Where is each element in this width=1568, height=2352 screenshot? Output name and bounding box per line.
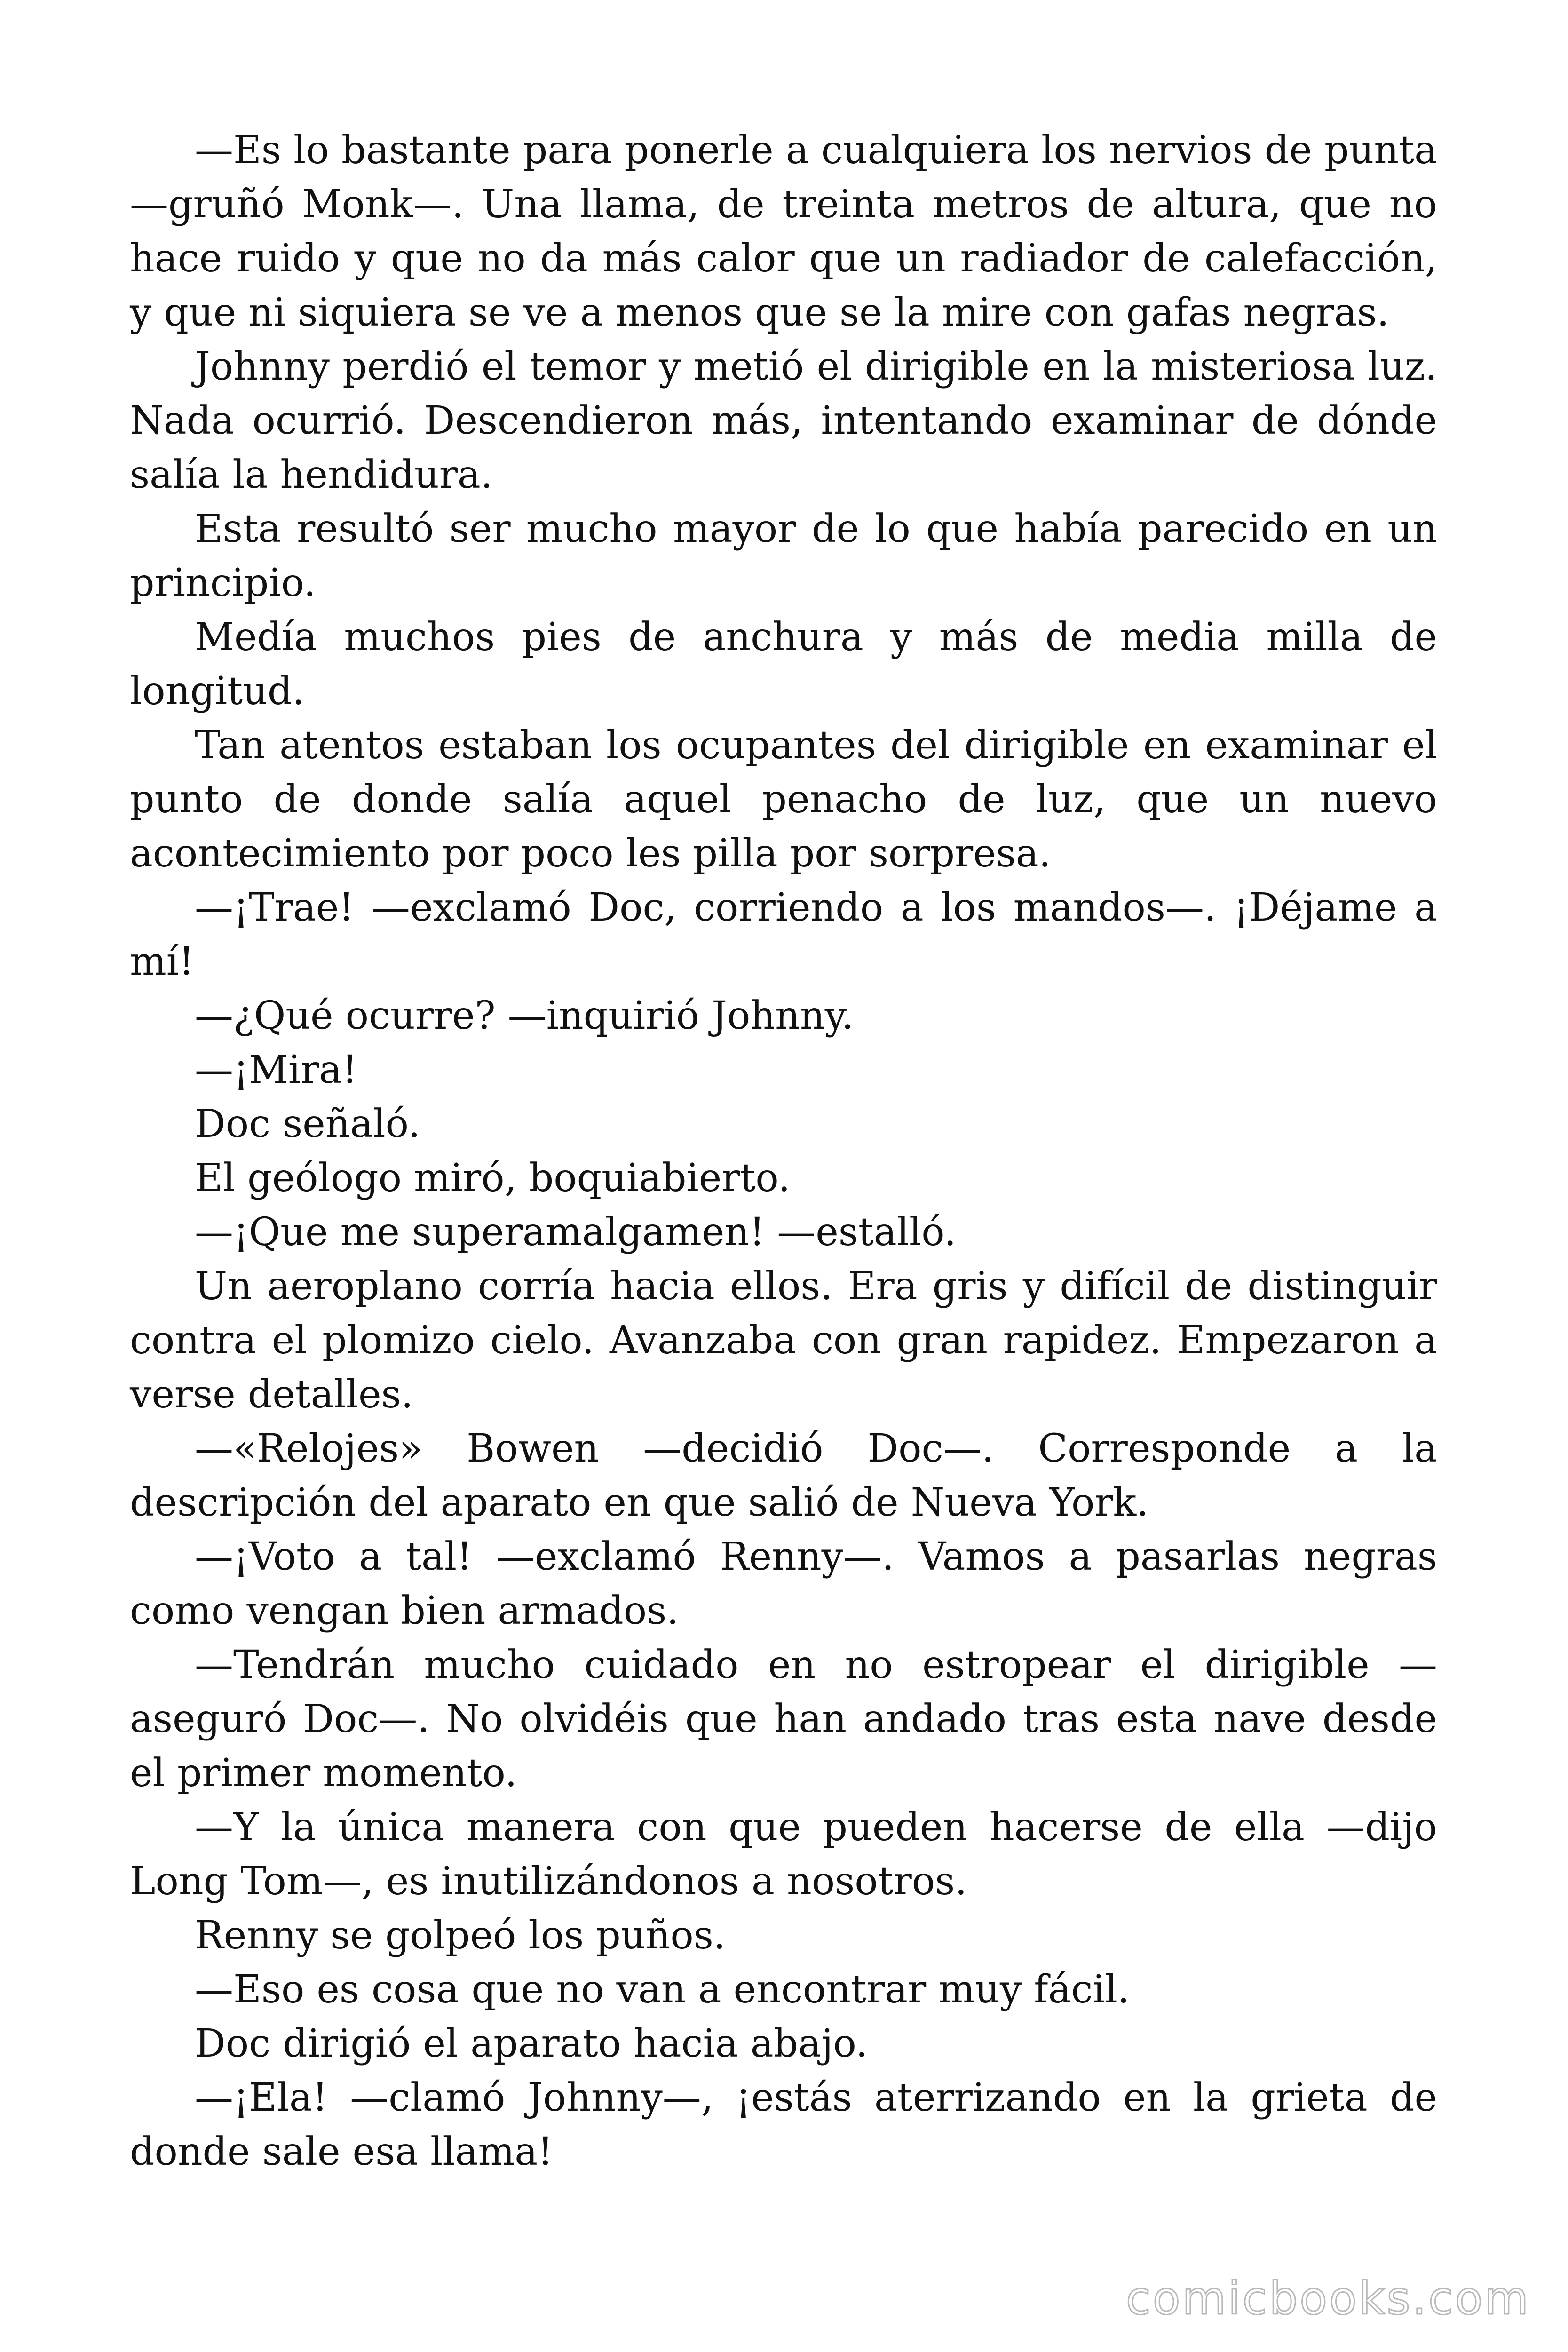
- paragraph: —Es lo bastante para ponerle a cualquiera los nervios de punta —gruñó Monk—. Una llama, de treinta metros de altura, que no hace ruido y que no da más calor que un radiador de calefacción, y que ni siquiera se ve a menos que se la mire con gafas negras.: [130, 128, 1437, 335]
- paragraph: —¿Qué ocurre? —inquirió Johnny.: [195, 993, 854, 1038]
- paragraph: Medía muchos pies de anchura y más de media milla de longitud.: [130, 615, 1437, 714]
- paragraph: Johnny perdió el temor y metió el dirigible en la misteriosa luz. Nada ocurrió. Descendieron más, intentando examinar de dónde salía la hendidura.: [130, 344, 1437, 497]
- paragraph: Un aeroplano corría hacia ellos. Era gris y difícil de distinguir contra el plomizo cielo. Avanzaba con gran rapidez. Empezaron a verse detalles.: [130, 1264, 1437, 1417]
- paragraph: Doc señaló.: [195, 1102, 420, 1146]
- paragraph: —¡Que me superamalgamen! —estalló.: [195, 1210, 957, 1255]
- watermark: comicbooks.com: [1125, 2272, 1530, 2325]
- paragraph: —¡Trae! —exclamó Doc, corriendo a los mandos—. ¡Déjame a mí!: [130, 885, 1437, 984]
- paragraph: —Eso es cosa que no van a encontrar muy fácil.: [195, 1967, 1130, 2012]
- paragraph: Tan atentos estaban los ocupantes del dirigible en examinar el punto de donde salía aquel penacho de luz, que un nuevo acontecimiento por poco les pilla por sorpresa.: [130, 723, 1437, 876]
- paragraph: —Y la única manera con que pueden hacerse de ella —dijo Long Tom—, es inutilizándonos a nosotros.: [130, 1805, 1437, 1904]
- body-text: [130, 123, 1437, 2179]
- paragraph: —«Relojes» Bowen —decidió Doc—. Corresponde a la descripción del aparato en que salió de Nueva York.: [130, 1426, 1437, 1525]
- paragraph: —¡Mira!: [195, 1048, 358, 1092]
- paragraph: El geólogo miró, boquiabierto.: [195, 1156, 791, 1200]
- paragraph: Doc dirigió el aparato hacia abajo.: [195, 2021, 868, 2066]
- paragraph: —Tendrán mucho cuidado en no estropear el dirigible —aseguró Doc—. No olvidéis que han andado tras esta nave desde el primer momento.: [130, 1643, 1437, 1796]
- paragraph: —¡Voto a tal! —exclamó Renny—. Vamos a pasarlas negras como vengan bien armados.: [130, 1534, 1437, 1633]
- paragraph: Renny se golpeó los puños.: [195, 1913, 726, 1958]
- paragraph: —¡Ela! —clamó Johnny—, ¡estás aterrizando en la grieta de donde sale esa llama!: [130, 2075, 1437, 2174]
- paragraph: Esta resultó ser mucho mayor de lo que había parecido en un principio.: [130, 507, 1437, 605]
